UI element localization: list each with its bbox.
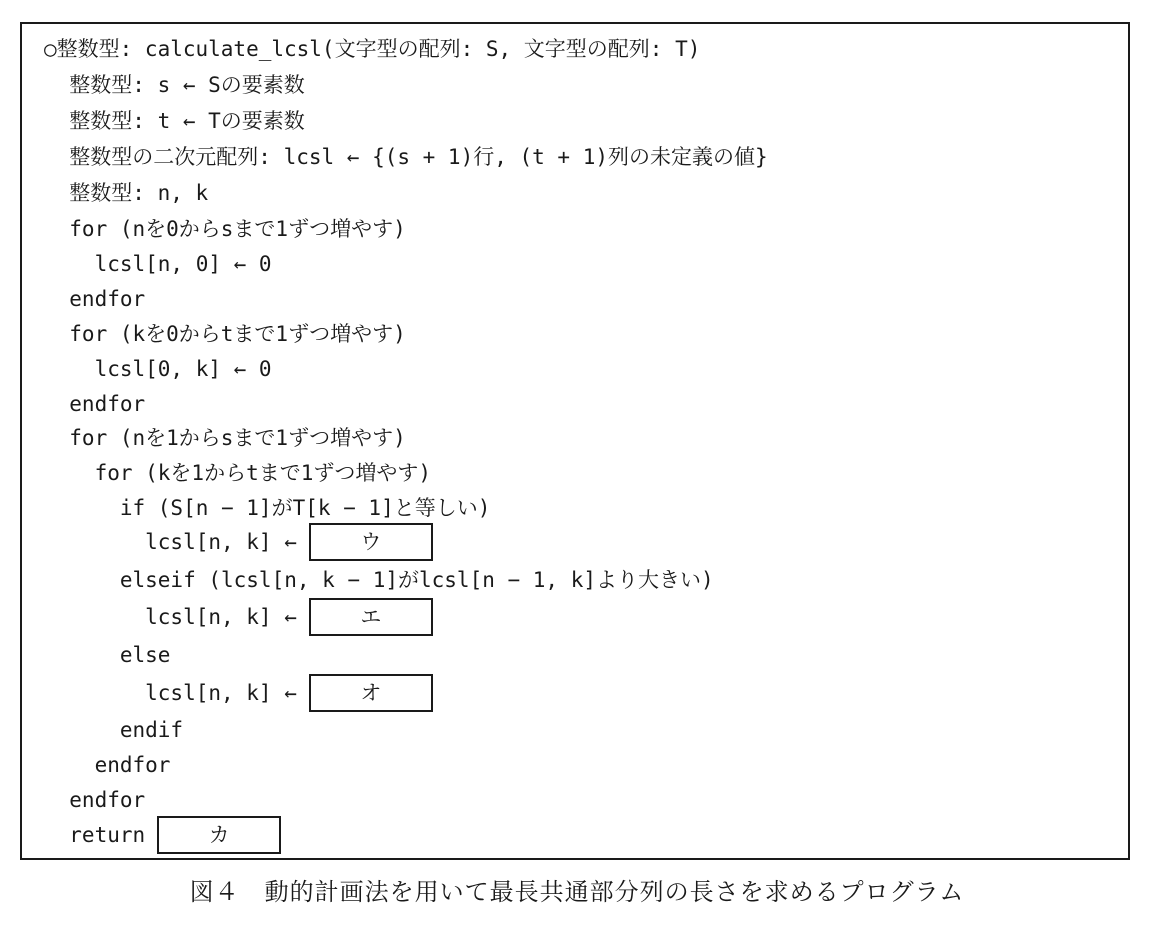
code-line-text: lcsl[n, k] ← [44,681,297,705]
code-line-text: endfor [44,753,171,777]
code-line-text: for (kを0からtまで1ずつ増やす) [44,322,406,346]
code-line-text: endif [44,718,184,742]
code-line-text: lcsl[n, 0] ← 0 [44,252,272,276]
figure-caption: 図４ 動的計画法を用いて最長共通部分列の長さを求めるプログラム [189,878,965,906]
code-line-text: 整数型: t ← Tの要素数 [44,109,305,133]
code-line-text: for (nを0からsまで1ずつ増やす) [44,217,406,241]
code-line-17 [44,599,433,635]
answer-blank-u: ウ [309,523,433,561]
code-line-10 [44,351,272,387]
code-line-text: for (nを1からsまで1ずつ増やす) [44,426,406,450]
code-line-1 [44,31,700,67]
code-line-text: lcsl[0, k] ← 0 [44,357,272,381]
pseudocode-frame [20,22,1130,860]
code-line-2 [44,67,305,103]
code-line-text: elseif (lcsl[n, k − 1]がlcsl[n − 1, k]より大きい) [44,568,714,592]
code-line-text: 整数型の二次元配列: lcsl ← {(s + 1)行, (t + 1)列の未定義の値} [44,145,768,169]
code-line-18 [44,637,170,673]
code-line-3 [44,103,305,139]
code-line-text: endfor [44,788,146,812]
code-line-15 [44,524,433,560]
code-line-8 [44,281,145,317]
code-line-text: ○整数型: calculate_lcsl(文字型の配列: S, 文字型の配列: T) [44,37,701,61]
code-line-text: for (kを1からtまで1ずつ増やす) [44,461,432,485]
code-line-23 [44,817,281,853]
code-line-text: lcsl[n, k] ← [44,605,297,629]
answer-blank-o: オ [309,674,433,712]
code-line-13 [44,455,431,491]
code-line-text: endfor [44,392,146,416]
code-line-7 [44,246,272,282]
code-line-12 [44,420,406,456]
code-line-4 [44,139,768,175]
code-line-text: 整数型: n, k [44,181,209,205]
code-line-text: lcsl[n, k] ← [44,530,297,554]
answer-blank-ka: カ [157,816,281,854]
code-line-5 [44,175,208,211]
code-line-19 [44,675,433,711]
code-line-text: else [44,643,171,667]
code-line-6 [44,211,406,247]
code-line-9 [44,316,406,352]
code-line-21 [44,747,170,783]
code-line-text: endfor [44,287,146,311]
code-line-14 [44,490,490,526]
code-line-text: 整数型: s ← Sの要素数 [44,73,305,97]
code-line-11 [44,386,145,422]
code-line-16 [44,562,714,598]
answer-blank-e: エ [309,598,433,636]
code-line-20 [44,712,183,748]
code-line-22 [44,782,145,818]
code-line-text: if (S[n − 1]がT[k − 1]と等しい) [44,496,491,520]
code-line-text: return [44,823,146,847]
